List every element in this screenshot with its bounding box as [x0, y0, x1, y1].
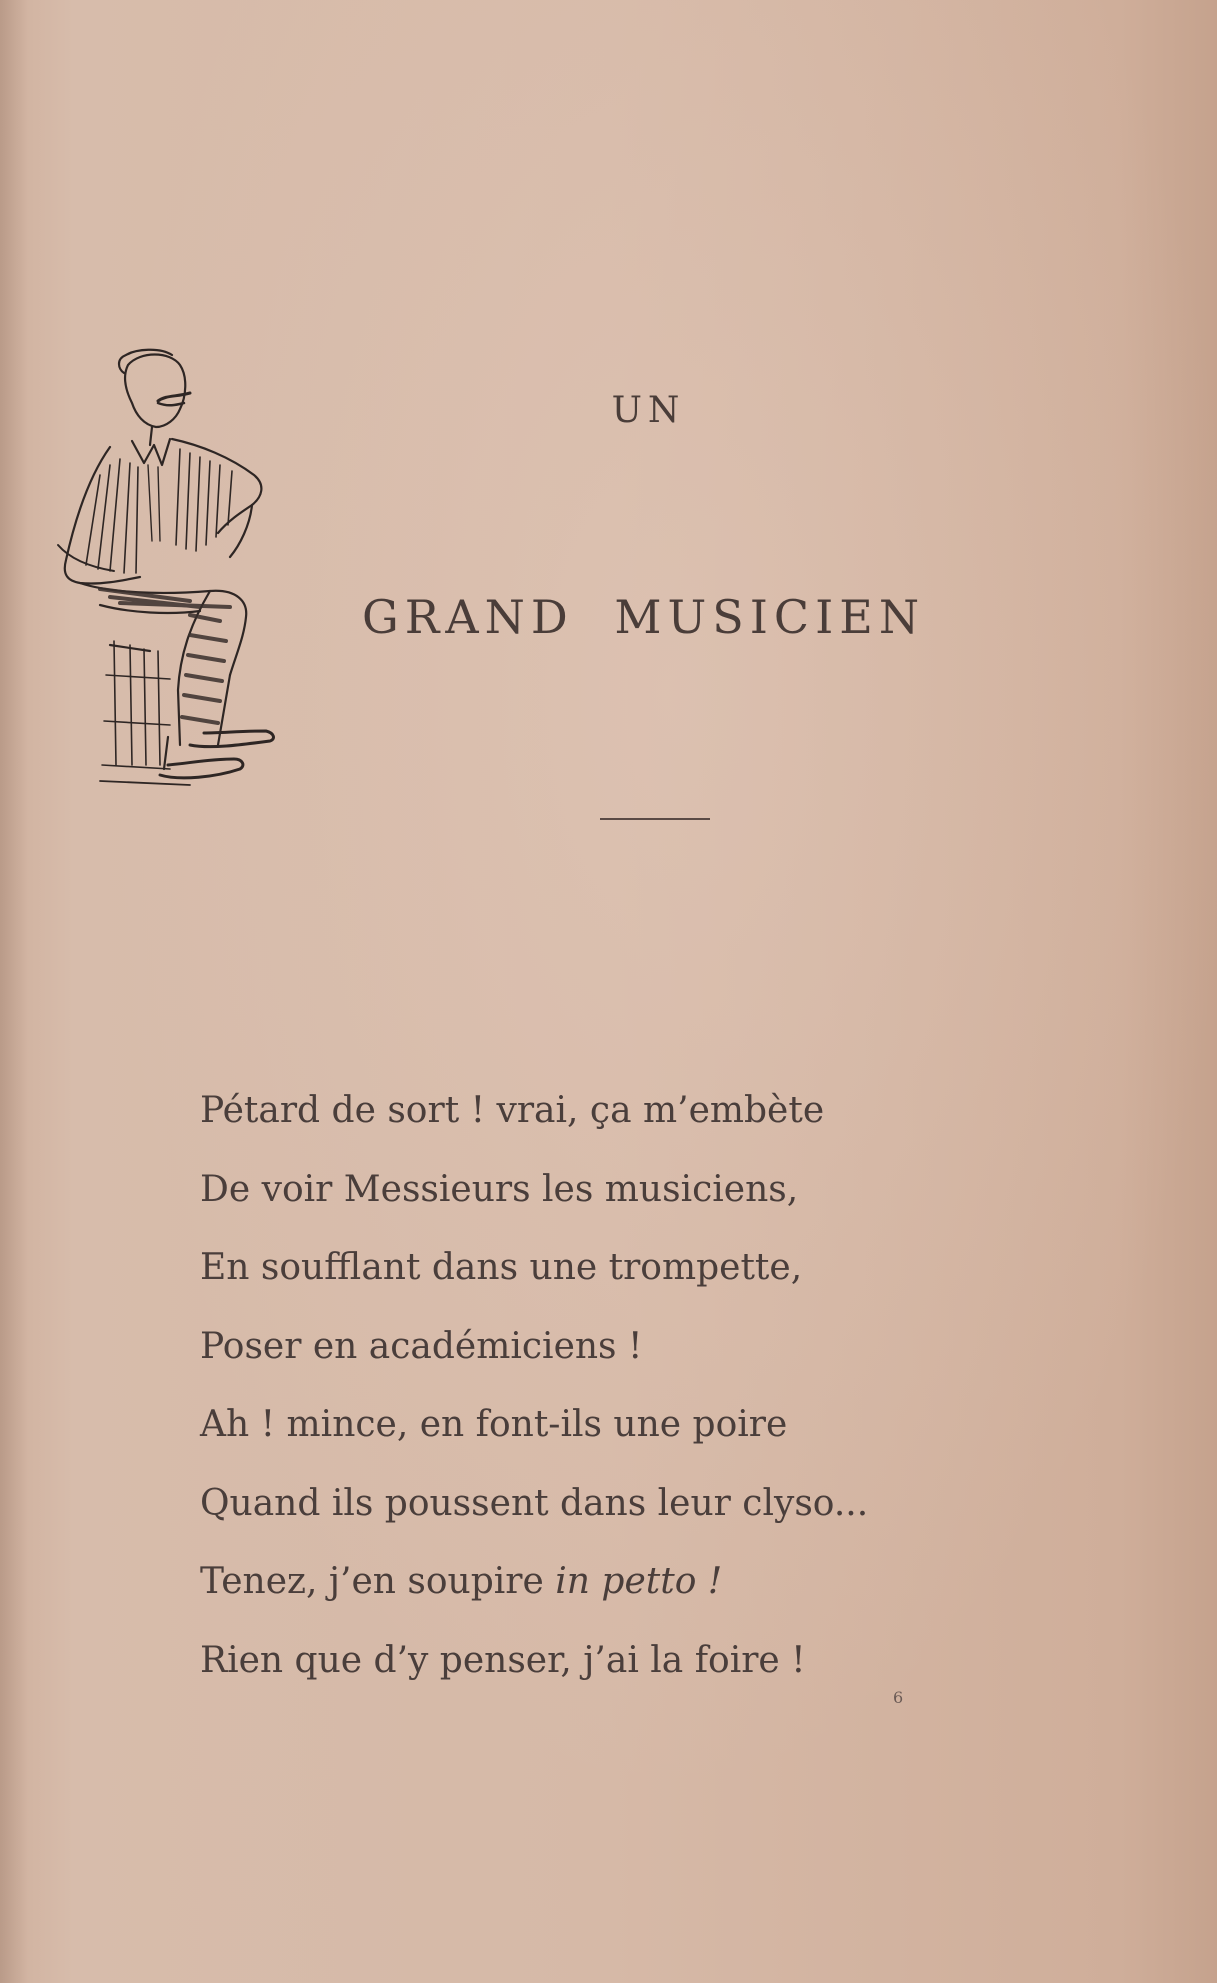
- heading-main: GRAND MUSICIEN: [362, 590, 926, 644]
- divider: [600, 818, 710, 820]
- verse-line: Poser en académiciens !: [200, 1325, 643, 1367]
- verse-line: De voir Messieurs les musiciens,: [200, 1168, 799, 1210]
- verse-line: En soufflant dans une trompette,: [200, 1247, 803, 1288]
- verse-line: Tenez, j’en soupire in petto !: [200, 1561, 723, 1602]
- verse-line: Rien que d’y penser, j’ai la foire !: [200, 1639, 806, 1681]
- verse: [200, 1085, 1000, 1713]
- heading-small: UN: [611, 390, 686, 431]
- verse-line: Quand ils poussent dans leur clyso...: [200, 1482, 869, 1524]
- verse-line: Pétard de sort ! vrai, ça m’embète: [200, 1090, 825, 1131]
- folio: 6: [893, 1688, 904, 1707]
- verse-line: Ah ! mince, en font-ils une poire: [200, 1404, 788, 1445]
- verse-italic: in petto !: [555, 1561, 723, 1602]
- spine-shadow: [0, 0, 28, 1983]
